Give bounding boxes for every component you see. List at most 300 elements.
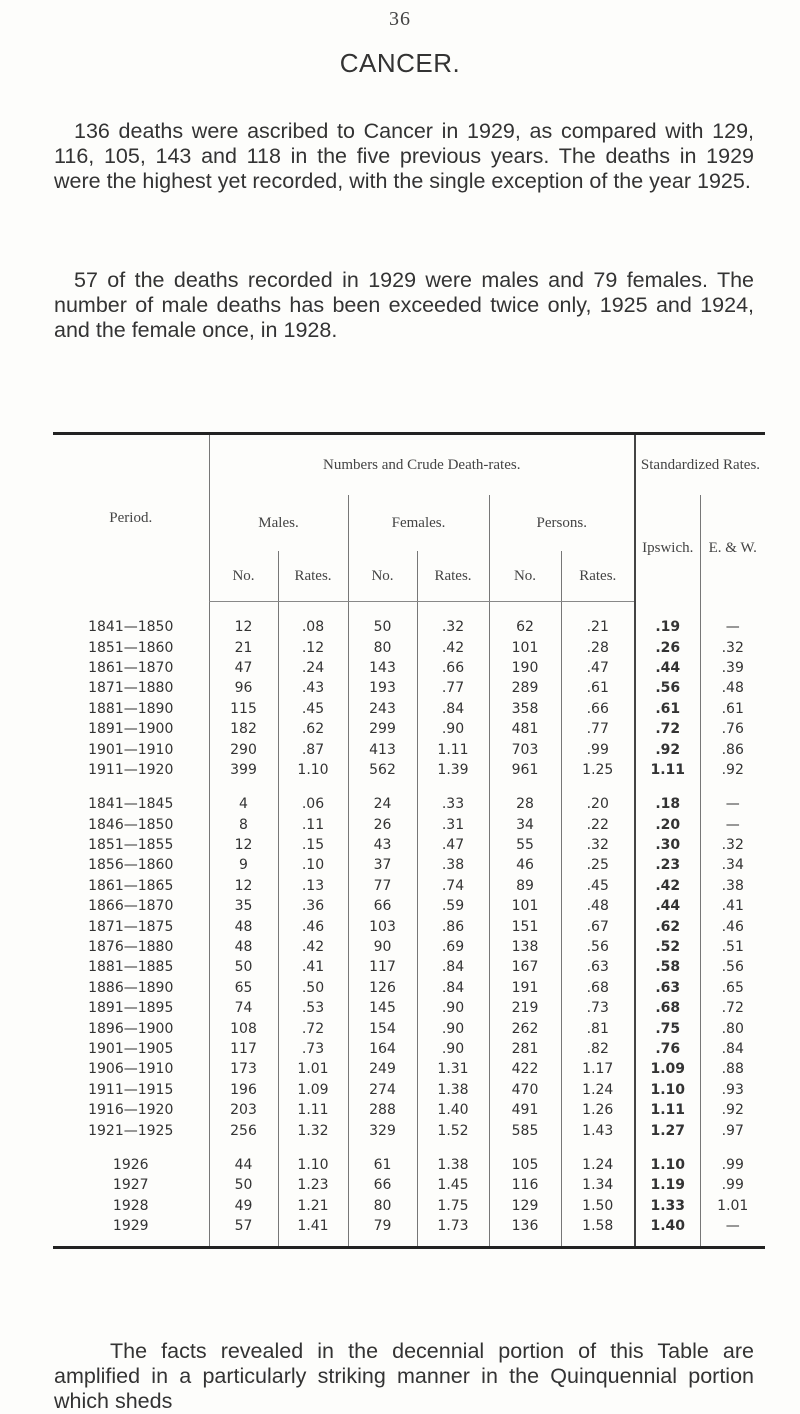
- cell-ew-rate: .97: [700, 1120, 765, 1140]
- cell-period: 1881—1890: [88, 700, 174, 717]
- cell-ipswich-rate: .75: [635, 1018, 700, 1038]
- cell-ew-rate: —: [700, 1216, 765, 1236]
- cell-males-rate: 1.32: [278, 1120, 348, 1140]
- cell-persons-no: 703: [489, 739, 561, 759]
- header-persons: Persons.: [489, 495, 635, 551]
- cell-ew-rate: .32: [700, 637, 765, 657]
- cell-males-rate: .53: [278, 998, 348, 1018]
- cell-females-no: 61: [348, 1155, 417, 1175]
- cell-females-rate: 1.38: [417, 1080, 489, 1100]
- cell-persons-no: 136: [489, 1216, 561, 1236]
- cell-females-rate: .90: [417, 1039, 489, 1059]
- cell-females-rate: .31: [417, 815, 489, 835]
- cell-persons-no: 101: [489, 637, 561, 657]
- cell-persons-rate: .25: [561, 855, 635, 875]
- cell-persons-no: 281: [489, 1039, 561, 1059]
- table-row: [53, 617, 765, 637]
- cell-males-no: 203: [209, 1100, 278, 1120]
- cell-males-no: 115: [209, 699, 278, 719]
- cell-females-no: 26: [348, 815, 417, 835]
- cell-ipswich-rate: .72: [635, 719, 700, 739]
- table-row: [53, 937, 765, 957]
- cell-ipswich-rate: .76: [635, 1039, 700, 1059]
- cell-females-rate: .77: [417, 678, 489, 698]
- cell-males-rate: .42: [278, 937, 348, 957]
- cell-persons-rate: .99: [561, 739, 635, 759]
- cell-females-no: 329: [348, 1120, 417, 1140]
- cell-persons-rate: .77: [561, 719, 635, 739]
- cell-ew-rate: .51: [700, 937, 765, 957]
- cell-males-no: 108: [209, 1018, 278, 1038]
- cell-persons-no: 129: [489, 1196, 561, 1216]
- cell-persons-rate: 1.58: [561, 1216, 635, 1236]
- cell-persons-rate: .48: [561, 896, 635, 916]
- cell-ipswich-rate: .44: [635, 658, 700, 678]
- cell-period: 1891—1900: [88, 721, 174, 738]
- cell-persons-rate: 1.26: [561, 1100, 635, 1120]
- cell-females-rate: 1.11: [417, 739, 489, 759]
- table-row: [53, 916, 765, 936]
- cell-males-no: 50: [209, 957, 278, 977]
- cell-males-no: 57: [209, 1216, 278, 1236]
- cell-ew-rate: .88: [700, 1059, 765, 1079]
- cell-females-no: 143: [348, 658, 417, 678]
- cell-ew-rate: .99: [700, 1155, 765, 1175]
- cell-period: 1871—1875: [88, 918, 174, 935]
- cell-persons-no: 46: [489, 855, 561, 875]
- intro-paragraph: 136 deaths were ascribed to Cancer in 1929, as compared with 129, 116, 105, 143 and 118 in the five previous years. The deaths in 1929 were the highest yet recorded, with the single exception of the year 1925.: [54, 118, 754, 193]
- cell-females-rate: .32: [417, 617, 489, 637]
- header-persons-no: No.: [489, 551, 561, 602]
- cell-females-no: 50: [348, 617, 417, 637]
- cell-period: 1926: [112, 1156, 149, 1173]
- cell-ew-rate: .56: [700, 957, 765, 977]
- cell-persons-rate: .47: [561, 658, 635, 678]
- cell-males-no: 74: [209, 998, 278, 1018]
- cell-period: 1851—1855: [88, 837, 174, 854]
- page-title: CANCER.: [339, 48, 461, 78]
- cell-persons-no: 961: [489, 760, 561, 780]
- table-row: [53, 1080, 765, 1100]
- cell-persons-no: 190: [489, 658, 561, 678]
- cell-females-no: 193: [348, 678, 417, 698]
- cell-males-no: 12: [209, 835, 278, 855]
- cell-females-no: 145: [348, 998, 417, 1018]
- cell-males-rate: .08: [278, 617, 348, 637]
- cell-persons-rate: .61: [561, 678, 635, 698]
- header-females-rates: Rates.: [417, 551, 489, 602]
- table-row: [53, 1155, 765, 1175]
- cell-males-no: 65: [209, 978, 278, 998]
- cell-males-rate: .11: [278, 815, 348, 835]
- cell-males-rate: 1.21: [278, 1196, 348, 1216]
- cell-males-no: 96: [209, 678, 278, 698]
- cell-period: 1881—1885: [88, 959, 174, 976]
- cell-males-rate: .45: [278, 699, 348, 719]
- cell-ew-rate: .65: [700, 978, 765, 998]
- cell-ipswich-rate: 1.11: [635, 760, 700, 780]
- table-body: [53, 602, 765, 1248]
- group-spacer: [53, 602, 765, 618]
- cell-period: 1916—1920: [88, 1102, 174, 1119]
- cell-males-rate: .46: [278, 916, 348, 936]
- header-england-wales: E. & W.: [700, 495, 765, 602]
- cell-females-no: 562: [348, 760, 417, 780]
- cell-males-rate: .36: [278, 896, 348, 916]
- cell-persons-no: 151: [489, 916, 561, 936]
- cell-females-no: 164: [348, 1039, 417, 1059]
- cell-females-rate: .74: [417, 876, 489, 896]
- cell-males-no: 9: [209, 855, 278, 875]
- cell-ipswich-rate: .44: [635, 896, 700, 916]
- cell-ipswich-rate: .18: [635, 794, 700, 814]
- cell-persons-rate: .63: [561, 957, 635, 977]
- cell-period: 1928: [112, 1197, 149, 1214]
- cell-ipswich-rate: 1.09: [635, 1059, 700, 1079]
- cell-period: 1906—1910: [88, 1061, 174, 1078]
- table-row: [53, 794, 765, 814]
- cell-females-no: 243: [348, 699, 417, 719]
- cell-males-rate: .62: [278, 719, 348, 739]
- cell-females-no: 413: [348, 739, 417, 759]
- cell-females-rate: 1.40: [417, 1100, 489, 1120]
- cell-males-rate: .10: [278, 855, 348, 875]
- cell-males-rate: .06: [278, 794, 348, 814]
- cell-ipswich-rate: 1.27: [635, 1120, 700, 1140]
- cell-females-rate: .86: [417, 916, 489, 936]
- cell-ew-rate: 1.01: [700, 1196, 765, 1216]
- cell-males-no: 290: [209, 739, 278, 759]
- cell-persons-rate: .56: [561, 937, 635, 957]
- cell-persons-no: 289: [489, 678, 561, 698]
- cell-period: 1929: [112, 1218, 149, 1235]
- cell-females-no: 66: [348, 896, 417, 916]
- cell-persons-rate: .68: [561, 978, 635, 998]
- cell-males-no: 173: [209, 1059, 278, 1079]
- cell-period: 1901—1910: [88, 741, 174, 758]
- cell-males-no: 48: [209, 937, 278, 957]
- cell-males-no: 35: [209, 896, 278, 916]
- header-females-no: No.: [348, 551, 417, 602]
- table-row: [53, 815, 765, 835]
- cell-persons-no: 28: [489, 794, 561, 814]
- cell-males-rate: 1.11: [278, 1100, 348, 1120]
- table-row: [53, 998, 765, 1018]
- cell-females-no: 66: [348, 1175, 417, 1195]
- table-row: [53, 1059, 765, 1079]
- cell-females-no: 274: [348, 1080, 417, 1100]
- cell-period: 1871—1880: [88, 680, 174, 697]
- cell-ew-rate: .92: [700, 760, 765, 780]
- cell-persons-no: 55: [489, 835, 561, 855]
- cell-persons-rate: .22: [561, 815, 635, 835]
- cell-females-no: 80: [348, 637, 417, 657]
- cell-ew-rate: .99: [700, 1175, 765, 1195]
- cell-ipswich-rate: 1.33: [635, 1196, 700, 1216]
- table-row: [53, 760, 765, 780]
- cell-females-no: 117: [348, 957, 417, 977]
- cell-period: 1866—1870: [88, 898, 174, 915]
- cell-persons-no: 481: [489, 719, 561, 739]
- cell-ew-rate: .41: [700, 896, 765, 916]
- cell-persons-rate: 1.17: [561, 1059, 635, 1079]
- table-row: [53, 876, 765, 896]
- cell-persons-rate: .81: [561, 1018, 635, 1038]
- cell-ew-rate: .32: [700, 835, 765, 855]
- cell-males-no: 21: [209, 637, 278, 657]
- header-males: Males.: [209, 495, 348, 551]
- cell-females-no: 80: [348, 1196, 417, 1216]
- table-row: [53, 1216, 765, 1236]
- cell-ew-rate: .72: [700, 998, 765, 1018]
- cell-females-rate: .42: [417, 637, 489, 657]
- cell-ipswich-rate: .19: [635, 617, 700, 637]
- cell-females-rate: .90: [417, 998, 489, 1018]
- cell-period: 1846—1850: [88, 816, 174, 833]
- cell-persons-no: 262: [489, 1018, 561, 1038]
- table-row: [53, 1100, 765, 1120]
- cell-persons-rate: 1.50: [561, 1196, 635, 1216]
- cell-persons-no: 191: [489, 978, 561, 998]
- cell-persons-rate: 1.24: [561, 1155, 635, 1175]
- cell-ew-rate: —: [700, 794, 765, 814]
- cell-period: 1911—1915: [88, 1081, 174, 1098]
- cell-ipswich-rate: 1.10: [635, 1080, 700, 1100]
- cell-ipswich-rate: 1.10: [635, 1155, 700, 1175]
- cell-period: 1927: [112, 1177, 149, 1194]
- cell-females-no: 288: [348, 1100, 417, 1120]
- table-row: [53, 978, 765, 998]
- cell-males-rate: .24: [278, 658, 348, 678]
- table-row: [53, 1039, 765, 1059]
- cell-females-rate: 1.73: [417, 1216, 489, 1236]
- cell-persons-rate: .28: [561, 637, 635, 657]
- header-period: Period.: [109, 509, 153, 526]
- cell-ew-rate: .92: [700, 1100, 765, 1120]
- cell-persons-no: 167: [489, 957, 561, 977]
- cell-females-no: 79: [348, 1216, 417, 1236]
- table-row: [53, 739, 765, 759]
- cell-persons-no: 116: [489, 1175, 561, 1195]
- cell-ipswich-rate: .68: [635, 998, 700, 1018]
- cell-females-rate: .84: [417, 957, 489, 977]
- cell-period: 1886—1890: [88, 979, 174, 996]
- cell-males-rate: .15: [278, 835, 348, 855]
- cell-persons-no: 138: [489, 937, 561, 957]
- cell-females-no: 299: [348, 719, 417, 739]
- cell-persons-rate: .67: [561, 916, 635, 936]
- cell-ew-rate: .46: [700, 916, 765, 936]
- cell-males-rate: 1.41: [278, 1216, 348, 1236]
- cell-ipswich-rate: 1.40: [635, 1216, 700, 1236]
- cell-males-rate: .73: [278, 1039, 348, 1059]
- cell-persons-rate: .66: [561, 699, 635, 719]
- cell-females-no: 126: [348, 978, 417, 998]
- cell-persons-no: 89: [489, 876, 561, 896]
- cell-females-no: 37: [348, 855, 417, 875]
- cell-ipswich-rate: .52: [635, 937, 700, 957]
- table-row: [53, 1175, 765, 1195]
- cell-ipswich-rate: .20: [635, 815, 700, 835]
- cell-ew-rate: —: [700, 617, 765, 637]
- cell-persons-rate: .82: [561, 1039, 635, 1059]
- cell-females-rate: .84: [417, 699, 489, 719]
- table-row: [53, 1196, 765, 1216]
- cell-ew-rate: .86: [700, 739, 765, 759]
- cell-persons-no: 585: [489, 1120, 561, 1140]
- cell-females-rate: 1.31: [417, 1059, 489, 1079]
- cell-period: 1841—1845: [88, 796, 174, 813]
- cell-period: 1896—1900: [88, 1020, 174, 1037]
- cell-persons-rate: 1.25: [561, 760, 635, 780]
- cell-males-no: 48: [209, 916, 278, 936]
- table-row: [53, 835, 765, 855]
- cell-females-rate: 1.45: [417, 1175, 489, 1195]
- cell-females-rate: .47: [417, 835, 489, 855]
- table-row: [53, 855, 765, 875]
- cell-males-no: 12: [209, 876, 278, 896]
- cell-males-no: 50: [209, 1175, 278, 1195]
- cell-males-no: 256: [209, 1120, 278, 1140]
- cell-period: 1876—1880: [88, 939, 174, 956]
- cell-persons-rate: 1.43: [561, 1120, 635, 1140]
- cell-persons-rate: 1.34: [561, 1175, 635, 1195]
- cell-ew-rate: .39: [700, 658, 765, 678]
- cell-ipswich-rate: .42: [635, 876, 700, 896]
- header-females: Females.: [348, 495, 489, 551]
- page-number: 36: [389, 8, 411, 30]
- cell-persons-no: 491: [489, 1100, 561, 1120]
- table-row: [53, 719, 765, 739]
- cell-period: 1861—1865: [88, 877, 174, 894]
- cell-ipswich-rate: .61: [635, 699, 700, 719]
- cell-males-no: 47: [209, 658, 278, 678]
- header-persons-rates: Rates.: [561, 551, 635, 602]
- closing-paragraph: The facts revealed in the decennial portion of this Table are amplified in a particularly striking manner in the Quinquennial portion which sheds: [54, 1338, 754, 1413]
- cell-persons-no: 219: [489, 998, 561, 1018]
- cell-ipswich-rate: .30: [635, 835, 700, 855]
- table-end-spacer: [53, 1236, 765, 1248]
- cell-period: 1921—1925: [88, 1122, 174, 1139]
- table-row: [53, 658, 765, 678]
- cell-females-rate: .38: [417, 855, 489, 875]
- cell-period: 1911—1920: [88, 761, 174, 778]
- cell-persons-no: 358: [489, 699, 561, 719]
- table-row: [53, 957, 765, 977]
- cell-persons-no: 101: [489, 896, 561, 916]
- header-ipswich: Ipswich.: [635, 495, 700, 602]
- cell-males-no: 399: [209, 760, 278, 780]
- cell-males-rate: .41: [278, 957, 348, 977]
- cell-females-rate: .66: [417, 658, 489, 678]
- cell-males-no: 12: [209, 617, 278, 637]
- header-males-no: No.: [209, 551, 278, 602]
- group-spacer: [53, 1141, 765, 1155]
- cell-ew-rate: .61: [700, 699, 765, 719]
- cell-females-no: 77: [348, 876, 417, 896]
- cell-females-rate: .33: [417, 794, 489, 814]
- cell-females-no: 103: [348, 916, 417, 936]
- cell-males-no: 4: [209, 794, 278, 814]
- header-males-rates: Rates.: [278, 551, 348, 602]
- cell-females-no: 43: [348, 835, 417, 855]
- cell-males-rate: .50: [278, 978, 348, 998]
- cell-ipswich-rate: 1.11: [635, 1100, 700, 1120]
- cell-persons-rate: .45: [561, 876, 635, 896]
- cell-persons-no: 422: [489, 1059, 561, 1079]
- cell-ew-rate: .34: [700, 855, 765, 875]
- table-row: [53, 1018, 765, 1038]
- cell-ew-rate: .84: [700, 1039, 765, 1059]
- group-spacer: [53, 780, 765, 794]
- cell-females-rate: .69: [417, 937, 489, 957]
- cell-persons-rate: 1.24: [561, 1080, 635, 1100]
- cell-males-rate: 1.10: [278, 1155, 348, 1175]
- cell-persons-rate: .20: [561, 794, 635, 814]
- cell-period: 1851—1860: [88, 639, 174, 656]
- cell-ipswich-rate: .62: [635, 916, 700, 936]
- sexes-paragraph: 57 of the deaths recorded in 1929 were males and 79 females. The number of male deaths has been exceeded twice only, 1925 and 1924, and the female once, in 1928.: [54, 267, 754, 342]
- cell-females-rate: .84: [417, 978, 489, 998]
- cell-ipswich-rate: .63: [635, 978, 700, 998]
- header-standardized-group: Standardized Rates.: [635, 434, 765, 496]
- cell-ipswich-rate: 1.19: [635, 1175, 700, 1195]
- cell-period: 1861—1870: [88, 659, 174, 676]
- table-row: [53, 896, 765, 916]
- cell-males-no: 8: [209, 815, 278, 835]
- cell-males-no: 182: [209, 719, 278, 739]
- cell-males-rate: .12: [278, 637, 348, 657]
- cell-persons-no: 62: [489, 617, 561, 637]
- cell-ipswich-rate: .58: [635, 957, 700, 977]
- cell-males-rate: 1.09: [278, 1080, 348, 1100]
- cell-ipswich-rate: .23: [635, 855, 700, 875]
- cell-females-no: 249: [348, 1059, 417, 1079]
- cell-females-rate: .90: [417, 1018, 489, 1038]
- cell-females-no: 24: [348, 794, 417, 814]
- cell-males-rate: 1.01: [278, 1059, 348, 1079]
- table-row: [53, 1120, 765, 1140]
- header-numbers-group: Numbers and Crude Death-rates.: [209, 434, 635, 496]
- cell-males-no: 49: [209, 1196, 278, 1216]
- cell-persons-rate: .32: [561, 835, 635, 855]
- cell-persons-rate: .73: [561, 998, 635, 1018]
- cell-persons-no: 105: [489, 1155, 561, 1175]
- cell-ew-rate: .76: [700, 719, 765, 739]
- cell-females-rate: 1.38: [417, 1155, 489, 1175]
- cell-ew-rate: .93: [700, 1080, 765, 1100]
- cell-persons-no: 470: [489, 1080, 561, 1100]
- cell-females-rate: 1.75: [417, 1196, 489, 1216]
- cell-females-rate: .90: [417, 719, 489, 739]
- cell-ipswich-rate: .92: [635, 739, 700, 759]
- table-row: [53, 699, 765, 719]
- cell-females-rate: .59: [417, 896, 489, 916]
- cell-period: 1891—1895: [88, 1000, 174, 1017]
- cell-females-rate: 1.52: [417, 1120, 489, 1140]
- cell-persons-rate: .21: [561, 617, 635, 637]
- cancer-deaths-table: [53, 432, 765, 1249]
- cell-males-no: 117: [209, 1039, 278, 1059]
- cell-females-no: 154: [348, 1018, 417, 1038]
- cell-males-rate: .87: [278, 739, 348, 759]
- cell-period: 1841—1850: [88, 619, 174, 636]
- cell-males-no: 196: [209, 1080, 278, 1100]
- cell-ipswich-rate: .56: [635, 678, 700, 698]
- cell-females-no: 90: [348, 937, 417, 957]
- cell-ew-rate: .48: [700, 678, 765, 698]
- cell-males-rate: 1.23: [278, 1175, 348, 1195]
